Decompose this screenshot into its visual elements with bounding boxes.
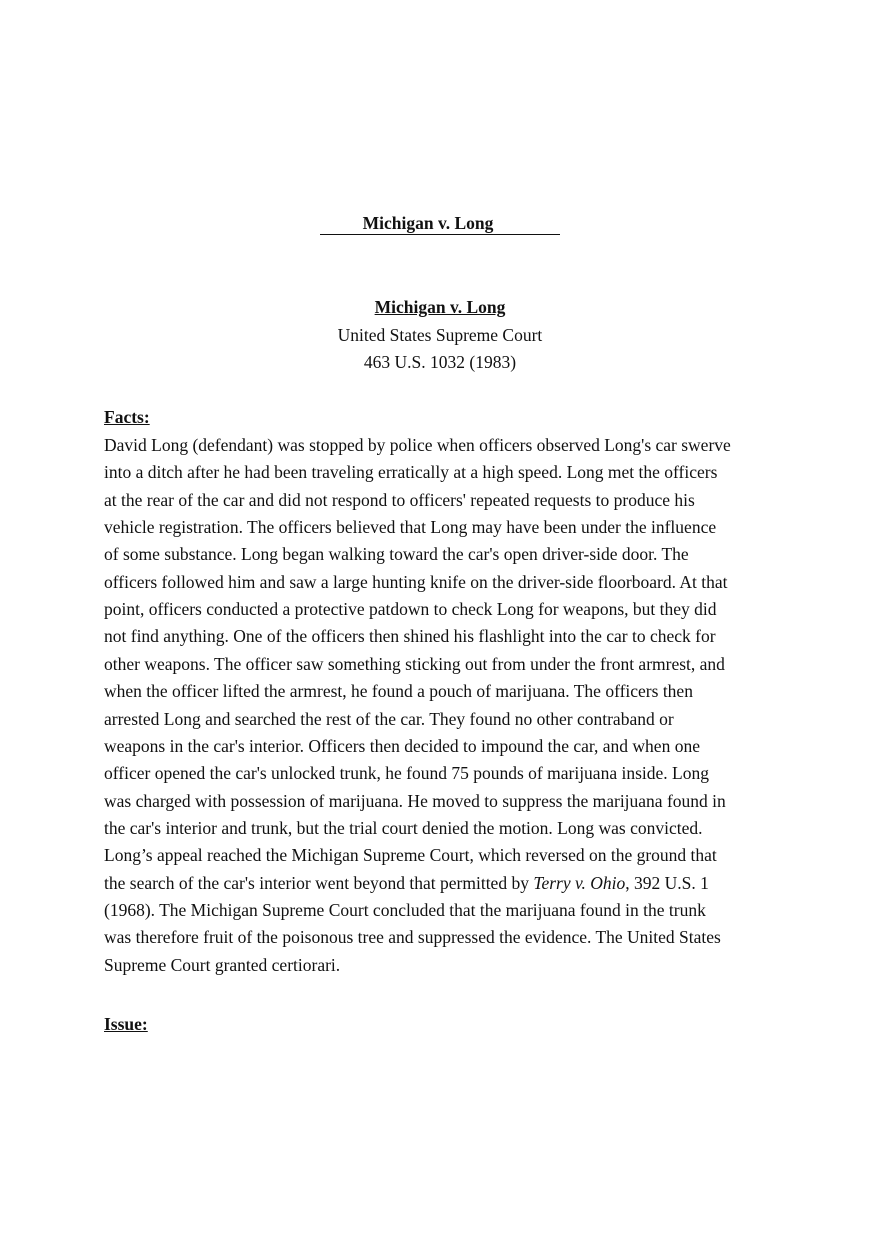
facts-heading: Facts:: [104, 407, 150, 427]
case-title: Michigan v. Long: [374, 297, 506, 317]
case-citation-italic: Terry v. Ohio: [533, 872, 626, 893]
facts-line: when the officer lifted the armrest, he found a pouch of marijuana. The officers then: [104, 681, 693, 702]
case-citation: 463 U.S. 1032 (1983): [363, 352, 517, 372]
facts-line: of some substance. Long began walking toward the car's open driver-side door. The: [104, 544, 689, 565]
facts-line: at the rear of the car and did not respond to officers' repeated requests to produce his: [104, 489, 695, 510]
facts-line: Supreme Court granted certiorari.: [104, 954, 341, 975]
facts-text: the search of the car's interior went beyond that permitted by: [104, 872, 534, 893]
facts-line: vehicle registration. The officers believed that Long may have been under the influence: [104, 517, 717, 538]
facts-line: the car's interior and trunk, but the trial court denied the motion. Long was convicted.: [104, 817, 703, 838]
facts-line: David Long (defendant) was stopped by police when officers observed Long's car swerve: [104, 435, 731, 455]
facts-text: , 392 U.S. 1: [625, 872, 709, 893]
facts-line: was charged with possession of marijuana. He moved to suppress the marijuana found in: [104, 790, 726, 811]
facts-line: weapons in the car's interior. Officers then decided to impound the car, and when one: [104, 735, 700, 756]
facts-line: other weapons. The officer saw something sticking out from under the front armrest, and: [104, 653, 725, 674]
facts-line: was therefore fruit of the poisonous tree and suppressed the evidence. The United States: [104, 927, 721, 948]
facts-line: officers followed him and saw a large hunting knife on the driver-side floorboard. At that: [104, 571, 728, 592]
facts-line: not find anything. One of the officers then shined his flashlight into the car to check for: [104, 626, 716, 647]
facts-line: officer opened the car's unlocked trunk, he found 75 pounds of marijuana inside. Long: [104, 763, 709, 784]
header-title-text: Michigan v. Long: [362, 213, 494, 233]
facts-line: [104, 872, 709, 894]
facts-line: (1968). The Michigan Supreme Court concluded that the marijuana found in the trunk: [104, 899, 706, 920]
case-court: United States Supreme Court: [337, 325, 543, 345]
issue-heading: Issue:: [104, 1014, 148, 1034]
facts-line: point, officers conducted a protective patdown to check Long for weapons, but they did: [104, 599, 717, 620]
facts-line: arrested Long and searched the rest of the car. They found no other contraband or: [104, 708, 674, 729]
document-header-title: [320, 213, 560, 235]
facts-line: into a ditch after he had been traveling erratically at a high speed. Long met the officers: [104, 462, 718, 483]
facts-line: Long’s appeal reached the Michigan Supreme Court, which reversed on the ground that: [104, 845, 717, 866]
